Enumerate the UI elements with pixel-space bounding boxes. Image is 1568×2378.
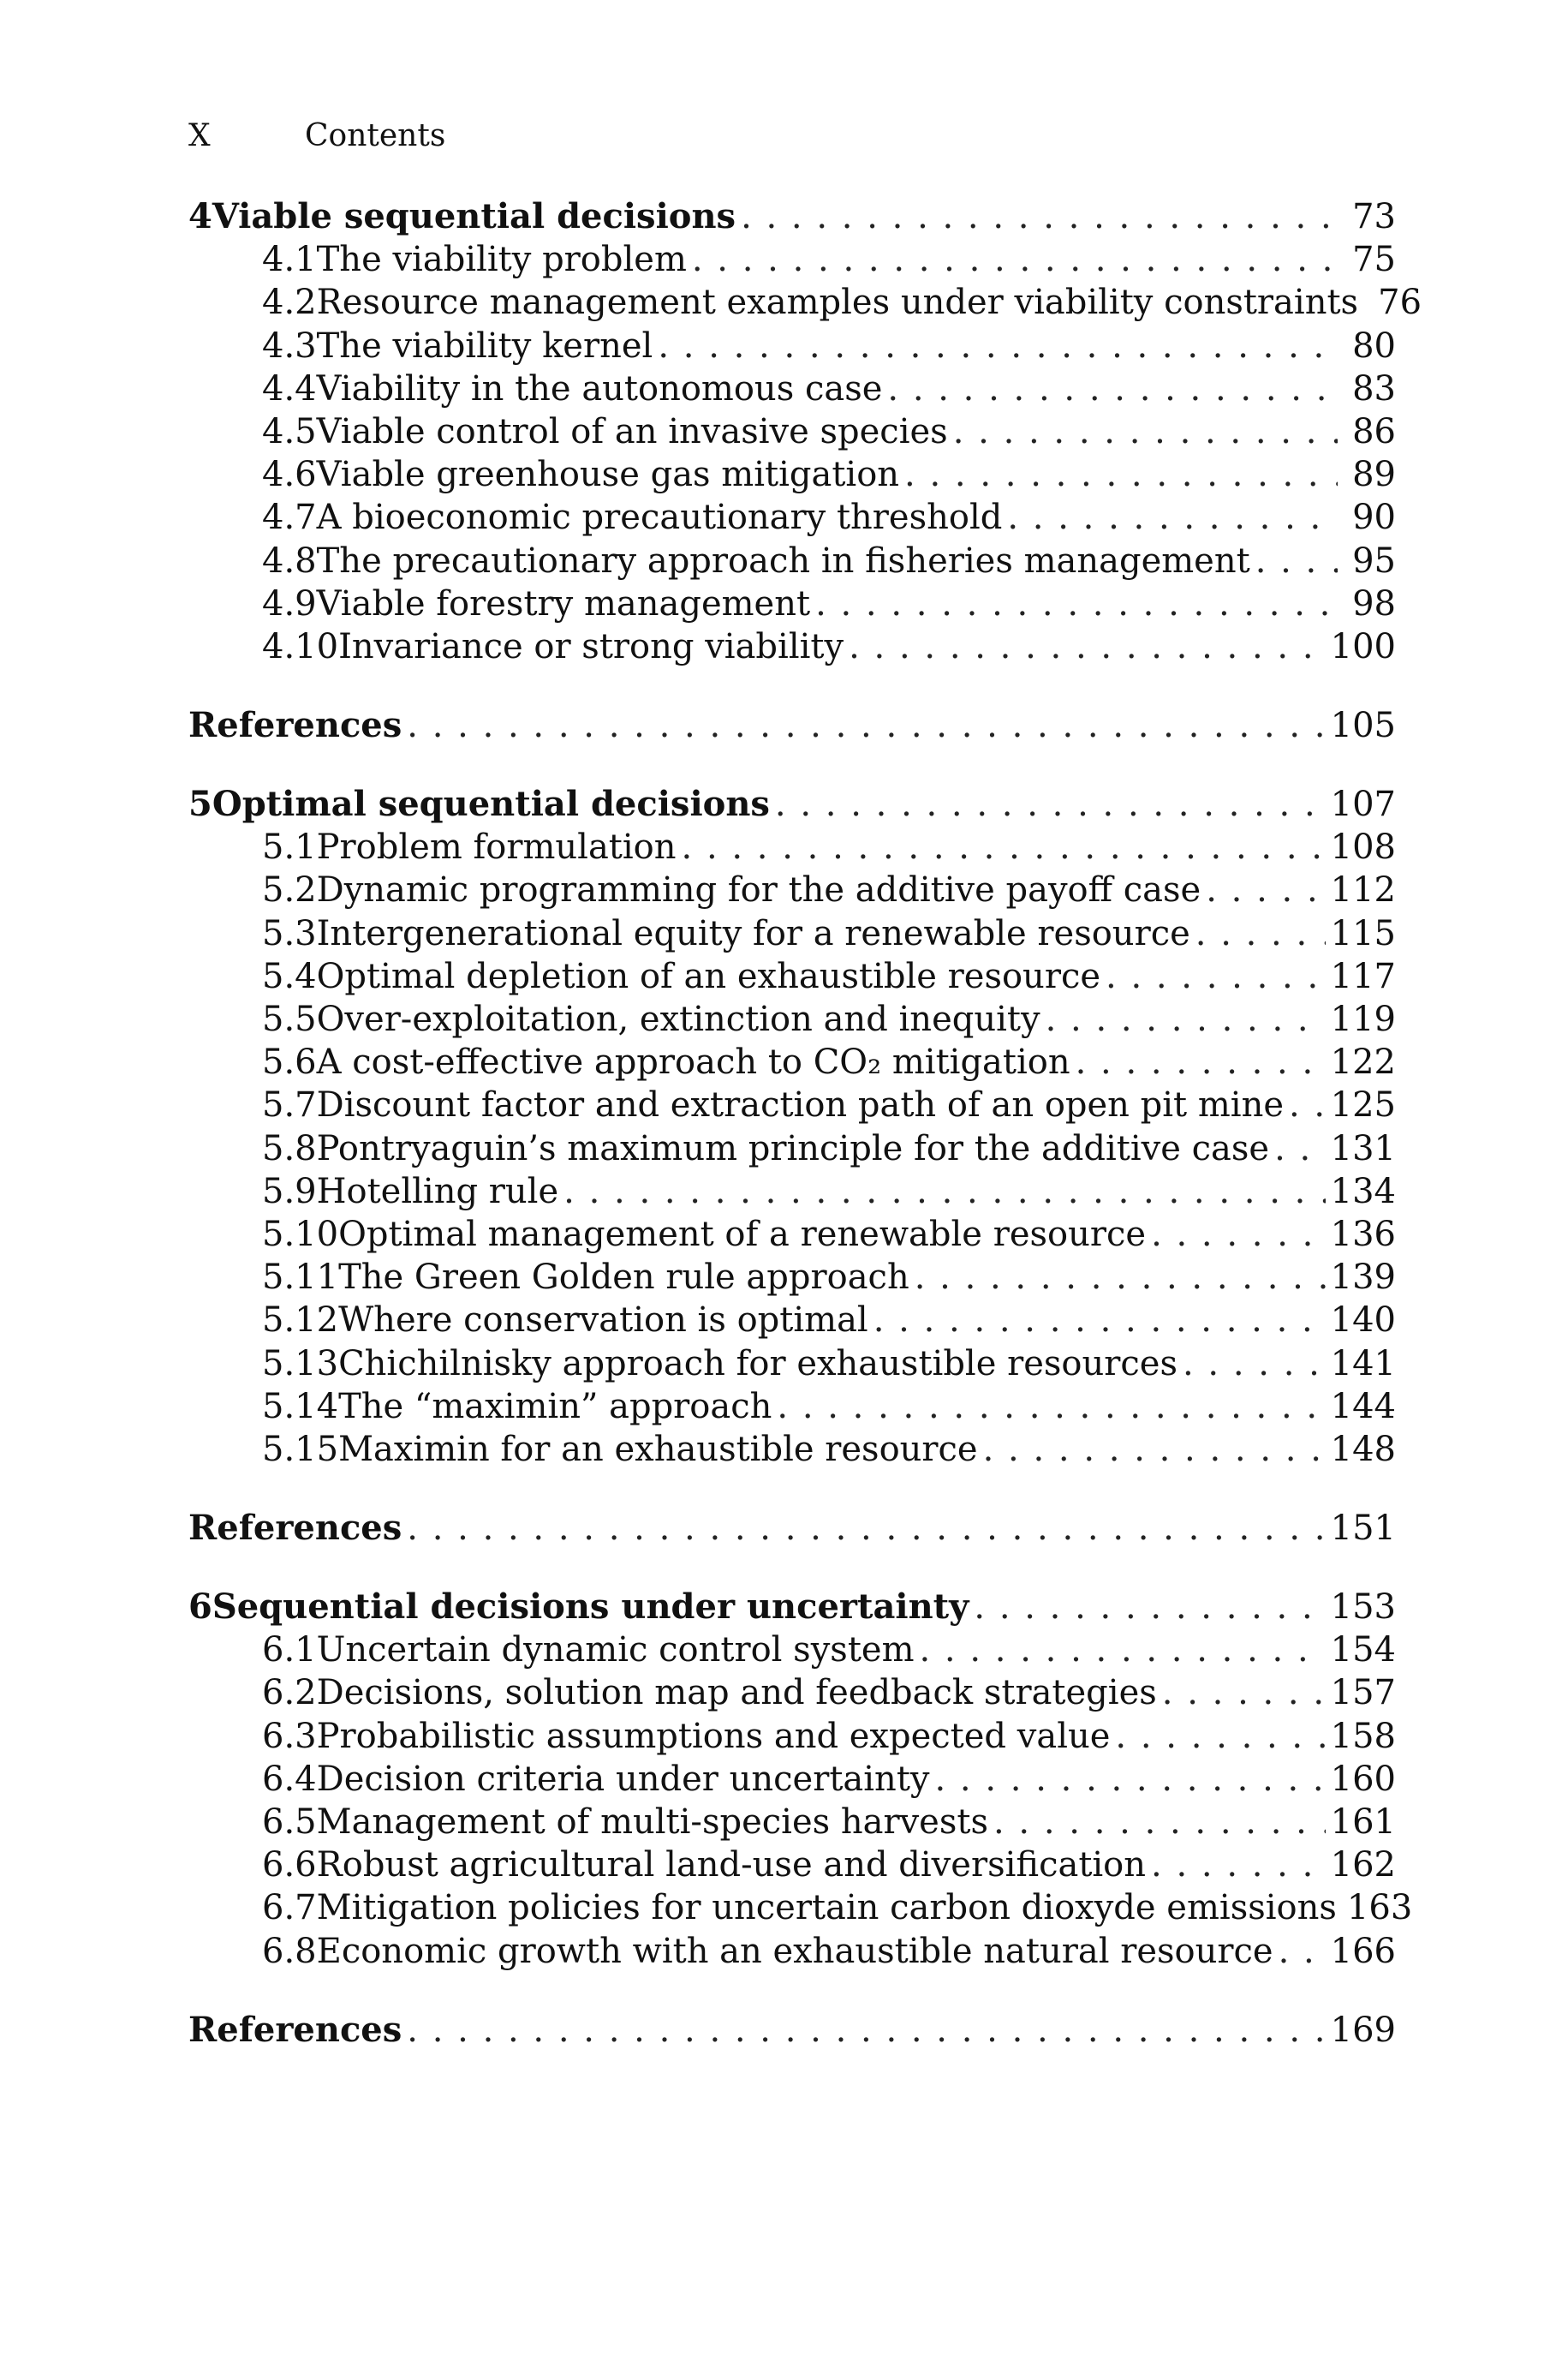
entry-page-number: 131 — [1330, 1128, 1396, 1168]
leader-dots — [887, 367, 1338, 410]
entry-title: Discount factor and extraction path of an open pit mine — [316, 1085, 1284, 1126]
section-entry — [188, 496, 1396, 539]
leader-dots — [1151, 1843, 1326, 1886]
leader-dots — [1255, 540, 1338, 583]
entry-page-number: 169 — [1330, 2010, 1396, 2050]
section-entry — [188, 1084, 1396, 1126]
leader-dots — [849, 625, 1326, 668]
entry-number: 5.4 — [262, 956, 317, 996]
entry-page-number: 163 — [1346, 1888, 1413, 1928]
leader-dots — [1106, 955, 1326, 998]
leader-dots — [1279, 1930, 1326, 1973]
leader-dots — [815, 583, 1338, 625]
entry-page-number: 161 — [1330, 1802, 1396, 1842]
entry-number: 6.1 — [262, 1630, 317, 1670]
section-entry — [188, 367, 1396, 410]
entry-title: Maximin for an exhaustible resource — [338, 1430, 978, 1469]
section-entry — [188, 238, 1396, 281]
entry-title: The viability problem — [316, 240, 687, 280]
entry-title: References — [188, 2009, 402, 2050]
entry-title: The “maximin” approach — [338, 1386, 772, 1426]
page-number: X — [188, 118, 211, 153]
chapter-entry — [188, 1586, 1396, 1628]
entry-page-number: 98 — [1352, 583, 1396, 624]
references-entry — [188, 1507, 1396, 1550]
entry-title: Resource management examples under viability constraints — [316, 283, 1359, 323]
leader-dots — [563, 1170, 1325, 1213]
section-entry — [188, 1758, 1396, 1801]
entry-page-number: 144 — [1330, 1386, 1396, 1426]
entry-page-number: 107 — [1330, 785, 1396, 824]
entry-page-number: 148 — [1330, 1430, 1396, 1469]
entry-number: 4.10 — [262, 627, 339, 666]
entry-title: Over-exploitation, extinction and inequity — [316, 1000, 1040, 1039]
leader-dots — [953, 410, 1338, 453]
leader-dots — [1046, 998, 1326, 1041]
entry-page-number: 83 — [1352, 368, 1396, 409]
entry-page-number: 115 — [1330, 913, 1396, 953]
entry-title: The viability kernel — [316, 326, 653, 366]
entry-page-number: 154 — [1330, 1630, 1396, 1670]
entry-number: 5.6 — [262, 1043, 317, 1083]
entry-title: Optimal management of a renewable resource — [338, 1215, 1147, 1254]
entry-title: Viable forestry management — [316, 583, 811, 624]
entry-title: Pontryaguin’s maximum principle for the additive case — [316, 1128, 1270, 1168]
entry-number: 4.4 — [262, 368, 317, 409]
leader-dots — [920, 1628, 1326, 1671]
leader-dots — [915, 1256, 1326, 1299]
section-entry — [188, 1671, 1396, 1714]
entry-title: The precautionary approach in fisheries management — [316, 541, 1250, 581]
entry-number: 5.5 — [262, 1000, 317, 1039]
references-entry — [188, 704, 1396, 747]
section-entry — [188, 1886, 1413, 1929]
entry-page-number: 112 — [1330, 870, 1396, 911]
entry-page-number: 75 — [1352, 240, 1396, 280]
leader-dots — [741, 195, 1338, 238]
section-entry — [188, 912, 1396, 955]
section-entry — [188, 281, 1422, 324]
entry-title: Economic growth with an exhaustible natural resource — [316, 1931, 1273, 1971]
entry-title: Decision criteria under uncertainty — [316, 1759, 930, 1799]
entry-title: Intergenerational equity for a renewable resource — [316, 913, 1190, 953]
entry-title: Sequential decisions under uncertainty — [212, 1586, 969, 1627]
section-entry — [188, 1715, 1396, 1758]
entry-page-number: 125 — [1330, 1085, 1396, 1126]
entry-number: 4.8 — [262, 541, 317, 581]
entry-page-number: 80 — [1352, 326, 1396, 366]
entry-number: 4.6 — [262, 455, 317, 495]
section-entry — [188, 540, 1396, 583]
entry-number: 6.2 — [262, 1673, 317, 1713]
entry-page-number: 160 — [1330, 1759, 1396, 1799]
entry-page-number: 90 — [1352, 498, 1396, 538]
entry-page-number: 153 — [1330, 1587, 1396, 1627]
entry-title: References — [188, 705, 402, 745]
entry-page-number: 141 — [1330, 1343, 1396, 1383]
leader-dots — [692, 238, 1338, 281]
section-entry — [188, 1299, 1396, 1341]
entry-number: 4.3 — [262, 326, 317, 366]
entry-page-number: 122 — [1330, 1043, 1396, 1083]
section-entry — [188, 583, 1396, 625]
entry-number: 5 — [188, 784, 212, 824]
entry-page-number: 162 — [1330, 1845, 1396, 1885]
entry-number: 6.6 — [262, 1845, 317, 1885]
entry-page-number: 136 — [1330, 1215, 1396, 1254]
entry-title: Where conservation is optimal — [338, 1300, 868, 1341]
entry-page-number: 151 — [1330, 1509, 1396, 1548]
section-entry — [188, 1342, 1396, 1385]
entry-number: 5.12 — [262, 1300, 339, 1341]
entry-number: 6.5 — [262, 1802, 317, 1842]
entry-number: 5.1 — [262, 828, 317, 868]
entry-number: 4 — [188, 196, 212, 236]
section-entry — [188, 453, 1396, 496]
entry-title: Robust agricultural land-use and diversification — [316, 1845, 1147, 1885]
entry-title: Management of multi-species harvests — [316, 1802, 988, 1842]
entry-number: 4.1 — [262, 240, 317, 280]
entry-number: 5.8 — [262, 1128, 317, 1168]
entry-number: 6.4 — [262, 1759, 317, 1799]
entry-page-number: 119 — [1330, 1000, 1396, 1039]
entry-title: Optimal depletion of an exhaustible resource — [316, 956, 1101, 996]
leader-dots — [904, 453, 1338, 496]
leader-dots — [1289, 1084, 1326, 1126]
leader-dots — [1206, 869, 1325, 911]
leader-dots — [407, 2009, 1325, 2052]
leader-dots — [1162, 1671, 1326, 1714]
leader-dots — [658, 325, 1338, 367]
leader-dots — [407, 704, 1325, 747]
leader-dots — [1151, 1213, 1326, 1256]
entry-number: 5.2 — [262, 870, 317, 911]
entry-number: 4.5 — [262, 412, 317, 451]
entry-number: 6.3 — [262, 1716, 317, 1756]
entry-number: 6.8 — [262, 1931, 317, 1971]
chapter-entry — [188, 195, 1396, 238]
entry-page-number: 95 — [1352, 541, 1396, 581]
leader-dots — [682, 826, 1326, 869]
leader-dots — [1115, 1715, 1325, 1758]
entry-title: Chichilnisky approach for exhaustible resources — [338, 1343, 1177, 1383]
entry-page-number: 139 — [1330, 1258, 1396, 1298]
leader-dots — [1007, 496, 1338, 539]
entry-title: A cost-effective approach to CO₂ mitigation — [316, 1043, 1070, 1083]
leader-dots — [1274, 1127, 1326, 1170]
entry-page-number: 105 — [1330, 706, 1396, 745]
leader-dots — [873, 1299, 1326, 1341]
section-entry — [188, 826, 1396, 869]
section-entry — [188, 1213, 1396, 1256]
section-entry — [188, 1801, 1396, 1843]
entry-title: Decisions, solution map and feedback strategies — [316, 1673, 1157, 1713]
entry-number: 5.7 — [262, 1085, 317, 1126]
leader-dots — [1076, 1041, 1326, 1084]
entry-number: 4.2 — [262, 283, 317, 323]
leader-dots — [407, 1507, 1325, 1550]
section-entry — [188, 1170, 1396, 1213]
entry-title: Viability in the autonomous case — [316, 368, 883, 409]
section-entry — [188, 998, 1396, 1041]
entry-page-number: 76 — [1378, 283, 1422, 323]
entry-number: 6 — [188, 1586, 212, 1627]
section-entry — [188, 1628, 1396, 1671]
entry-number: 5.11 — [262, 1258, 339, 1298]
section-entry — [188, 325, 1396, 367]
entry-title: Dynamic programming for the additive payoff case — [316, 870, 1201, 911]
entry-page-number: 86 — [1352, 412, 1396, 451]
leader-dots — [1183, 1342, 1326, 1385]
entry-title: References — [188, 1508, 402, 1548]
entry-number: 5.10 — [262, 1215, 339, 1254]
entry-number: 4.9 — [262, 583, 317, 624]
entry-page-number: 89 — [1352, 455, 1396, 495]
entry-number: 5.9 — [262, 1171, 317, 1211]
entry-number: 4.7 — [262, 498, 317, 538]
entry-title: Problem formulation — [316, 828, 677, 868]
entry-title: The Green Golden rule approach — [338, 1258, 909, 1298]
entry-number: 5.3 — [262, 913, 317, 953]
entry-number: 5.13 — [262, 1343, 339, 1383]
chapter-entry — [188, 783, 1396, 826]
section-entry — [188, 1256, 1396, 1299]
entry-page-number: 158 — [1330, 1716, 1396, 1756]
leader-dots — [1195, 912, 1326, 955]
section-entry — [188, 1428, 1396, 1471]
leader-dots — [993, 1801, 1326, 1843]
entry-title: Probabilistic assumptions and expected value — [316, 1716, 1111, 1756]
entry-title: Invariance or strong viability — [338, 627, 844, 666]
running-header — [188, 118, 445, 153]
section-entry — [188, 625, 1396, 668]
leader-dots — [983, 1428, 1326, 1471]
entry-page-number: 140 — [1330, 1300, 1396, 1341]
section-entry — [188, 1843, 1396, 1886]
entry-number: 5.14 — [262, 1386, 339, 1426]
section-entry — [188, 1930, 1396, 1973]
entry-page-number: 157 — [1330, 1673, 1396, 1713]
leader-dots — [777, 1385, 1325, 1428]
running-title: Contents — [305, 118, 446, 153]
section-entry — [188, 1127, 1396, 1170]
section-entry — [188, 1385, 1396, 1428]
entry-page-number: 117 — [1330, 956, 1396, 996]
entry-page-number: 108 — [1330, 828, 1396, 868]
leader-dots — [775, 783, 1326, 826]
entry-page-number: 100 — [1330, 627, 1396, 666]
entry-number: 6.7 — [262, 1888, 317, 1928]
entry-title: Mitigation policies for uncertain carbon dioxyde emissions — [316, 1888, 1337, 1928]
entry-title: Viable greenhouse gas mitigation — [316, 455, 900, 495]
entry-page-number: 134 — [1330, 1171, 1396, 1211]
section-entry — [188, 410, 1396, 453]
entry-page-number: 166 — [1330, 1931, 1396, 1971]
leader-dots — [934, 1758, 1325, 1801]
entry-title: Viable control of an invasive species — [316, 412, 948, 451]
references-entry — [188, 2009, 1396, 2052]
entry-title: Hotelling rule — [316, 1171, 559, 1211]
section-entry — [188, 955, 1396, 998]
section-entry — [188, 1041, 1396, 1084]
entry-page-number: 73 — [1352, 197, 1396, 236]
leader-dots — [974, 1586, 1325, 1628]
entry-title: Viable sequential decisions — [212, 196, 736, 236]
entry-title: A bioeconomic precautionary threshold — [316, 498, 1003, 538]
entry-number: 5.15 — [262, 1430, 339, 1469]
section-entry — [188, 869, 1396, 911]
entry-title: Uncertain dynamic control system — [316, 1630, 915, 1670]
entry-title: Optimal sequential decisions — [212, 784, 770, 824]
